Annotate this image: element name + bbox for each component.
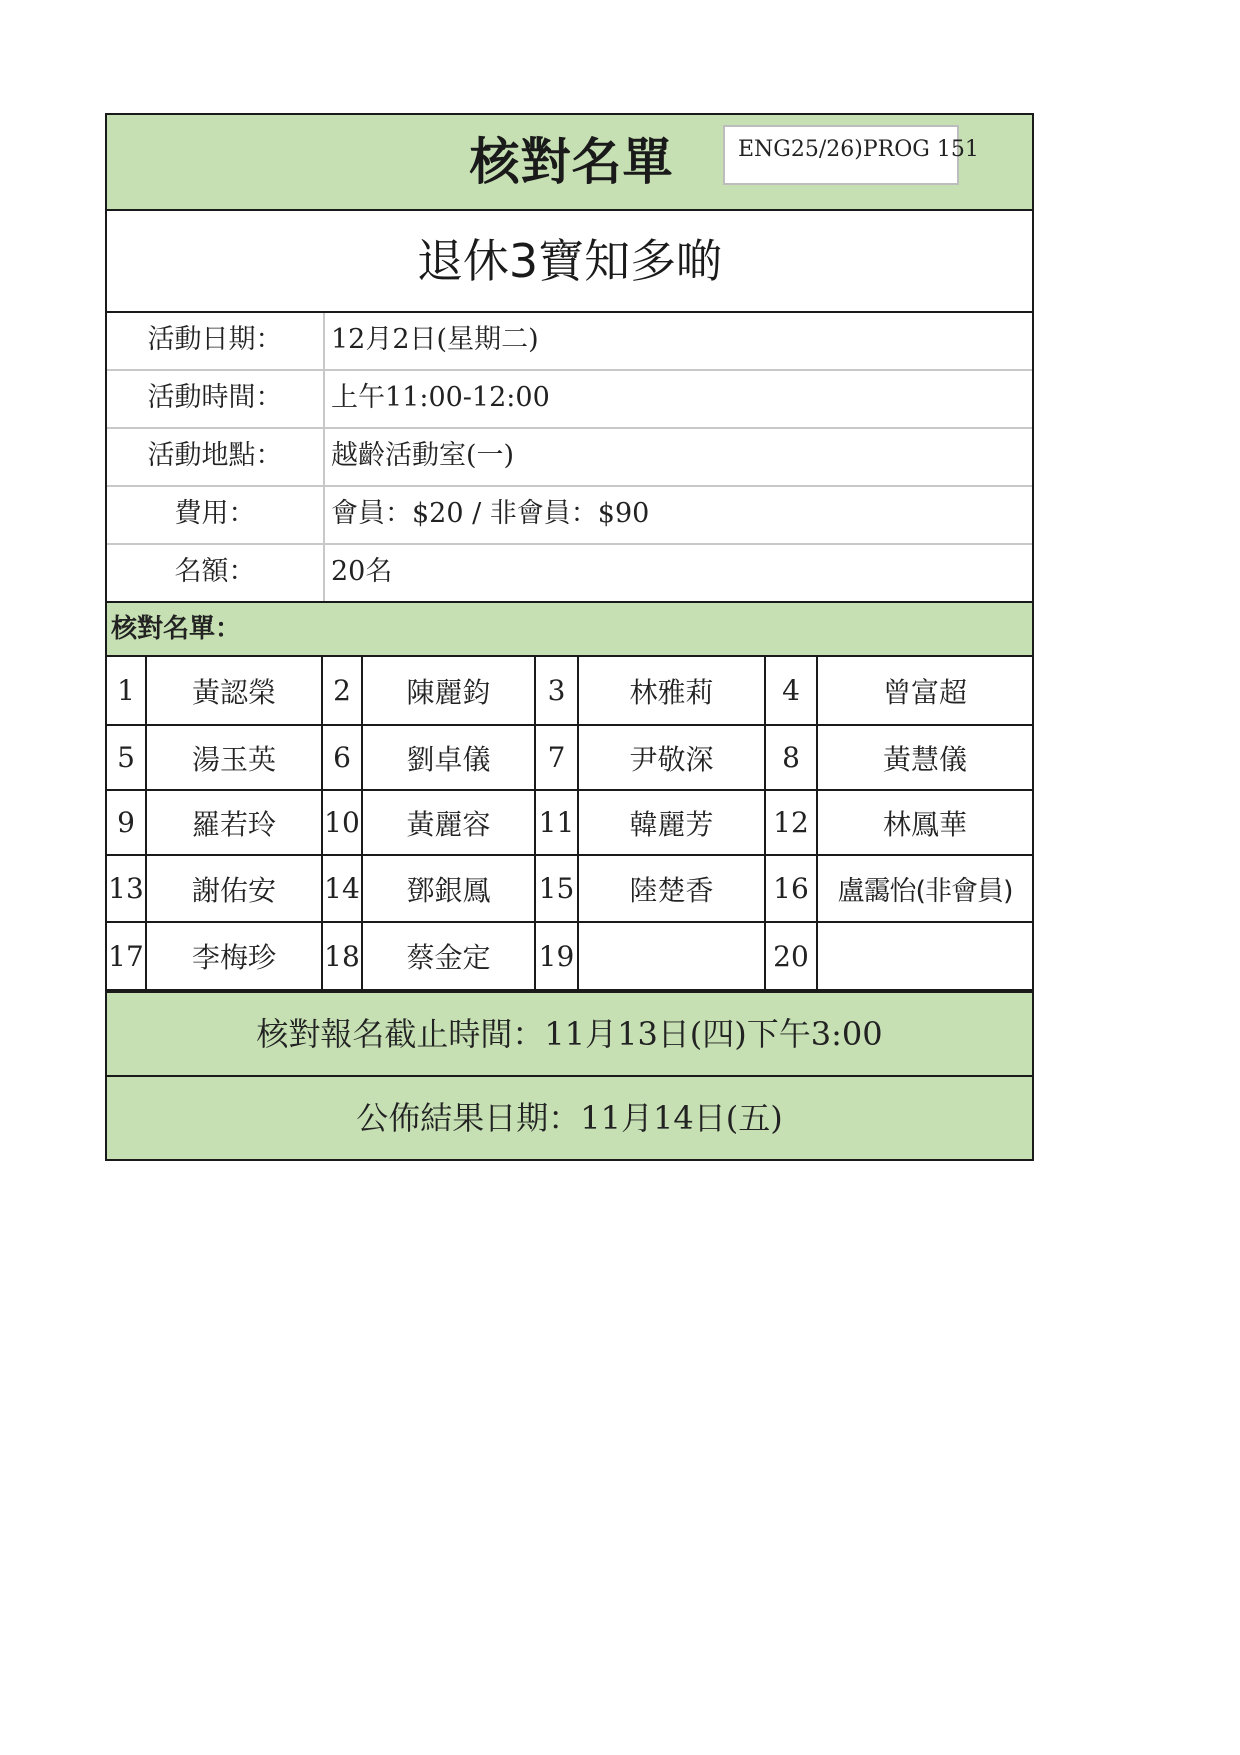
info-value: 上午11:00-12:00: [331, 382, 550, 413]
entry-name: 曾富超: [817, 657, 1032, 725]
entry-name: [817, 922, 1032, 990]
table-row: [107, 922, 1032, 990]
entry-name: 湯玉英: [146, 725, 322, 790]
entry-name: 盧靄怡(非會員): [817, 855, 1032, 922]
info-row-date: [107, 313, 1032, 371]
checklist-sheet: [105, 113, 1034, 1161]
entry-number: 1: [107, 657, 146, 725]
entry-number: 15: [535, 855, 578, 922]
entry-number: 20: [765, 922, 817, 990]
entry-number: 14: [322, 855, 362, 922]
entry-number: 17: [107, 922, 146, 990]
activity-name: 退休3寶知多啲: [107, 211, 1032, 313]
info-value: 12月2日(星期二): [331, 324, 539, 355]
title-row: [107, 115, 1032, 211]
table-row: [107, 657, 1032, 725]
entry-name: 陳麗鈞: [362, 657, 535, 725]
name-grid: [107, 657, 1032, 991]
entry-number: 16: [765, 855, 817, 922]
info-row-venue: [107, 429, 1032, 487]
info-label: 費用：: [107, 487, 325, 543]
info-label: 活動地點：: [107, 429, 325, 485]
entry-number: 5: [107, 725, 146, 790]
entry-number: 6: [322, 725, 362, 790]
entry-name: 羅若玲: [146, 790, 322, 855]
entry-number: 4: [765, 657, 817, 725]
info-value: 20名: [331, 556, 393, 587]
entry-name: 黃認榮: [146, 657, 322, 725]
info-label: 活動時間：: [107, 371, 325, 427]
entry-name: 尹敬深: [578, 725, 765, 790]
entry-name: 林雅莉: [578, 657, 765, 725]
table-row: [107, 790, 1032, 855]
entry-name: 蔡金定: [362, 922, 535, 990]
entry-number: 8: [765, 725, 817, 790]
entry-name: 林鳳華: [817, 790, 1032, 855]
entry-number: 13: [107, 855, 146, 922]
info-value: 會員：$20 / 非會員：$90: [331, 498, 650, 529]
entry-number: 19: [535, 922, 578, 990]
table-row: [107, 725, 1032, 790]
entry-number: 7: [535, 725, 578, 790]
entry-name: 謝佑安: [146, 855, 322, 922]
entry-name: [578, 922, 765, 990]
result-date-notice: 公佈結果日期：11月14日(五): [107, 1075, 1032, 1159]
entry-number: 18: [322, 922, 362, 990]
info-label: 活動日期：: [107, 313, 325, 369]
entry-number: 11: [535, 790, 578, 855]
entry-name: 劉卓儀: [362, 725, 535, 790]
entry-name: 鄧銀鳳: [362, 855, 535, 922]
info-label: 名額：: [107, 545, 325, 601]
entry-number: 10: [322, 790, 362, 855]
table-row: [107, 855, 1032, 922]
entry-name: 黃慧儀: [817, 725, 1032, 790]
entry-number: 12: [765, 790, 817, 855]
info-value: 越齡活動室(一): [331, 440, 515, 471]
info-row-time: [107, 371, 1032, 429]
info-row-quota: [107, 545, 1032, 603]
page-title: 核對名單: [469, 133, 674, 191]
entry-number: 9: [107, 790, 146, 855]
entry-number: 2: [322, 657, 362, 725]
entry-name: 韓麗芳: [578, 790, 765, 855]
entry-number: 3: [535, 657, 578, 725]
list-header: 核對名單：: [107, 603, 1032, 657]
program-code-box: ENG25/26)PROG 151: [723, 125, 959, 185]
info-row-fee: [107, 487, 1032, 545]
entry-name: 陸楚香: [578, 855, 765, 922]
entry-name: 黃麗容: [362, 790, 535, 855]
entry-name: 李梅珍: [146, 922, 322, 990]
deadline-notice: 核對報名截止時間：11月13日(四)下午3:00: [107, 991, 1032, 1075]
